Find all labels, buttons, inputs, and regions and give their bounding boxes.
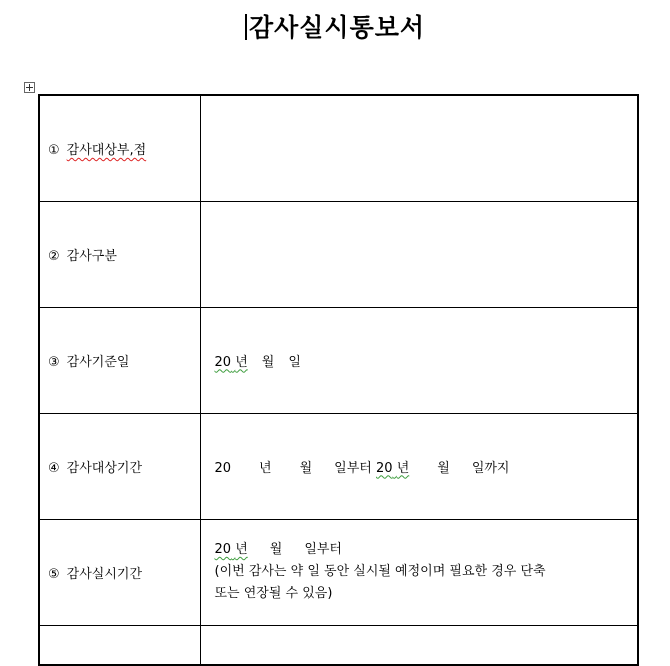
table-row [39,413,638,519]
month-unit: 월 [261,354,275,370]
period-note-line-3: 또는 연장될 수 있음) [214,586,333,601]
day-unit: 일 [288,354,301,370]
until-day-unit: 일까지 [471,460,510,476]
row-label: 감사기준일 [66,354,130,370]
row-label: 감사대상부,점 [66,142,147,158]
row-label-cell[interactable] [39,625,200,665]
row-label-cell[interactable] [39,201,200,307]
text-cursor [245,14,247,40]
audit-type-value-cell[interactable] [200,201,638,307]
row-number: ③ [48,354,60,370]
year-unit: 년 [259,460,272,476]
row-label: 감사구분 [66,248,117,264]
row-number: ① [48,142,60,158]
audit-execution-period-cell[interactable] [200,519,638,625]
row-label: 감사실시기간 [66,566,143,582]
table-row [39,519,638,625]
from-day-unit: 일부터 [304,542,342,557]
row-number: ④ [48,460,60,476]
row-label: 감사대상기간 [66,460,143,476]
table-move-handle-icon[interactable] [24,82,35,93]
month-unit: 월 [269,542,283,557]
row-label-cell[interactable] [39,307,200,413]
title-text: 감사실시통보서 [248,13,426,42]
row-number: ⑤ [48,566,60,582]
start-year-prefix: 20 년 [214,542,248,557]
table-row [39,201,638,307]
row-label-cell[interactable] [39,95,200,201]
period-line-1 [215,539,638,561]
date-year-prefix: 20 년 [214,354,248,370]
period-note-line-2: (이번 감사는 약 일 동안 실시될 예정이며 필요한 경우 단축 [214,564,546,579]
row-label-cell[interactable] [39,413,200,519]
table-row [39,95,638,201]
audit-target-period-cell[interactable] [200,413,638,519]
year-prefix: 20 [214,460,232,476]
audit-base-date-cell[interactable] [200,307,638,413]
from-day-unit: 일부터 [334,460,372,476]
table-row [39,307,638,413]
row-label-cell[interactable] [39,519,200,625]
document-title [0,8,670,44]
row-value-cell[interactable] [200,625,638,665]
month-unit: 월 [299,460,313,476]
table-row [39,625,638,665]
end-year-prefix: 20 년 [376,460,410,476]
audit-target-value-cell[interactable] [200,95,638,201]
audit-notice-table [38,94,639,666]
month-unit: 월 [437,460,450,476]
row-number: ② [48,248,60,264]
